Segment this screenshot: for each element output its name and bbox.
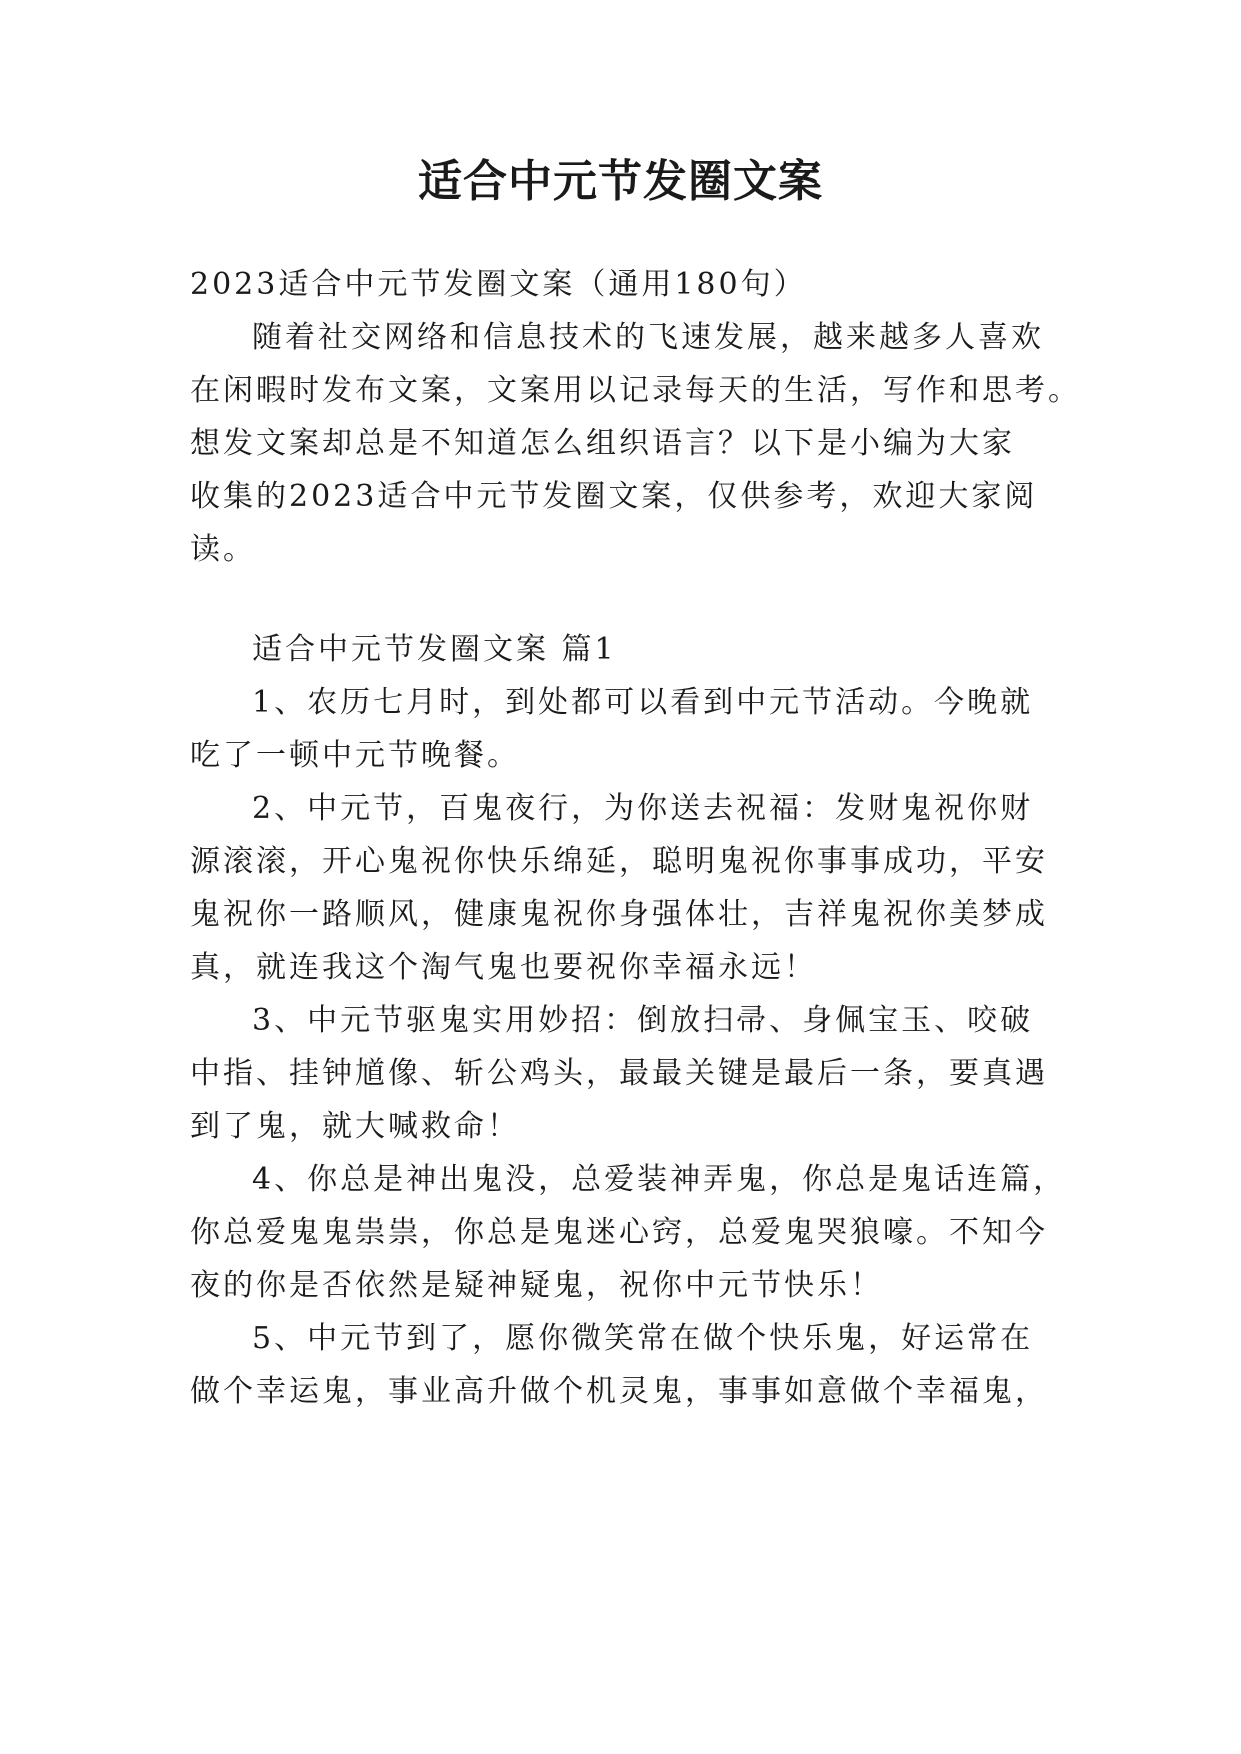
intro-paragraph-line: 想发文案却总是不知道怎么组织语言？以下是小编为大家 <box>190 426 1015 461</box>
item-line: 鬼祝你一路顺风，健康鬼祝你身强体壮，吉祥鬼祝你美梦成 <box>190 897 1048 932</box>
intro-paragraph-line: 随着社交网络和信息技术的飞速发展，越来越多人喜欢 <box>252 320 1044 355</box>
item-line: 中指、挂钟馗像、斩公鸡头，最最关键是最后一条，要真遇 <box>190 1056 1048 1091</box>
document-title: 适合中元节发圈文案 <box>418 156 823 207</box>
intro-paragraph-line: 读。 <box>190 532 256 567</box>
item-line: 4、你总是神出鬼没，总爱装神弄鬼，你总是鬼话连篇， <box>252 1162 1067 1197</box>
section-heading: 适合中元节发圈文案 篇1 <box>252 632 617 667</box>
intro-paragraph-line: 在闲暇时发布文案，文案用以记录每天的生活，写作和思考。 <box>190 373 1081 408</box>
item-line: 夜的你是否依然是疑神疑鬼，祝你中元节快乐！ <box>190 1268 883 1303</box>
item-line: 你总爱鬼鬼祟祟，你总是鬼迷心窍，总爱鬼哭狼嚎。不知今 <box>190 1215 1048 1250</box>
item-line: 1、农历七月时，到处都可以看到中元节活动。今晚就 <box>252 685 1034 720</box>
intro-paragraph-line: 收集的2023适合中元节发圈文案，仅供参考，欢迎大家阅 <box>190 479 1038 514</box>
item-line: 5、中元节到了，愿你微笑常在做个快乐鬼，好运常在 <box>252 1321 1034 1356</box>
item-line: 真，就连我这个淘气鬼也要祝你幸福永远！ <box>190 950 817 985</box>
item-line: 2、中元节，百鬼夜行，为你送去祝福：发财鬼祝你财 <box>252 791 1034 826</box>
document-subtitle: 2023适合中元节发圈文案（通用180句） <box>190 267 807 302</box>
item-line: 源滚滚，开心鬼祝你快乐绵延，聪明鬼祝你事事成功，平安 <box>190 844 1048 879</box>
item-line: 吃了一顿中元节晚餐。 <box>190 738 520 773</box>
item-line: 到了鬼，就大喊救命！ <box>190 1109 520 1144</box>
item-line: 做个幸运鬼，事业高升做个机灵鬼，事事如意做个幸福鬼， <box>190 1374 1048 1409</box>
item-line: 3、中元节驱鬼实用妙招：倒放扫帚、身佩宝玉、咬破 <box>252 1003 1034 1038</box>
